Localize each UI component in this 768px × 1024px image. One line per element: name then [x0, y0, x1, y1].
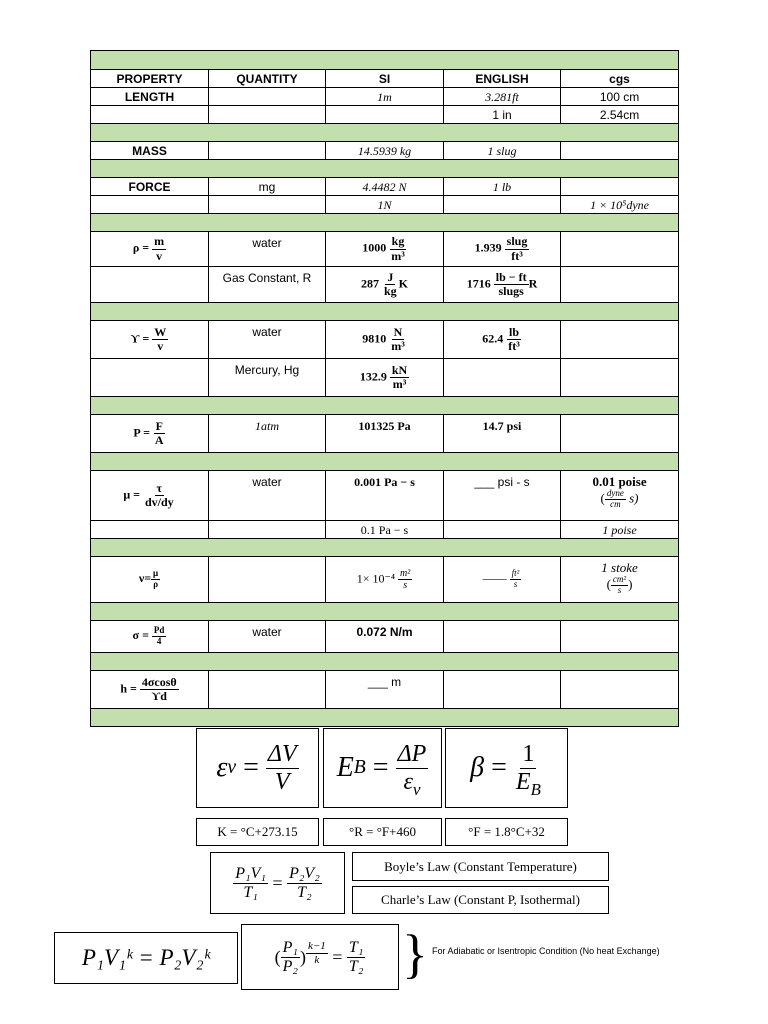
viscosity-english: ___ psi - s: [444, 471, 561, 521]
specific-weight-symbol: ϒ = $\frac{W}{v}$: [91, 321, 209, 359]
mass-row: [91, 142, 679, 160]
force-si-2: 1N: [326, 196, 444, 214]
mass-label: MASS: [91, 142, 209, 160]
length-row-2: [91, 106, 679, 124]
compressibility-formula: β = $\frac{1}{E_B}$: [445, 728, 568, 808]
viscosity-row-2: [91, 521, 679, 539]
force-label: FORCE: [91, 178, 209, 196]
bulk-modulus-formula: E B = $\frac{\Delta P}{\varepsilon_v}$: [323, 728, 442, 808]
mercury-si: 132.9 $\frac{kN}{\text{m³}}$: [326, 359, 444, 397]
length-si: 1m: [326, 88, 444, 106]
band-row: [91, 214, 679, 232]
header-si: SI: [326, 70, 444, 88]
specific-weight-quantity: water: [209, 321, 326, 359]
viscosity-symbol: μ = $\frac{\tau}{dv/dy}$: [91, 471, 209, 521]
pressure-symbol: P = $\frac{F}{A}$: [91, 415, 209, 453]
length-cgs: 100 cm: [561, 88, 679, 106]
band-row: [91, 603, 679, 621]
density-row: [91, 232, 679, 267]
pressure-quantity: 1atm: [209, 415, 326, 453]
header-cgs: cgs: [561, 70, 679, 88]
surface-tension-row: [91, 621, 679, 653]
density-english: 1.939 $\frac{\text{slug}}{\text{ft³}}$: [444, 232, 561, 267]
header-english: ENGLISH: [444, 70, 561, 88]
pressure-row: [91, 415, 679, 453]
mercury-row: [91, 359, 679, 397]
specific-weight-si: 9810 $\frac{N}{\text{m³}}$: [326, 321, 444, 359]
band-row: [91, 453, 679, 471]
specific-weight-english: 62.4 $\frac{lb}{\text{ft³}}$: [444, 321, 561, 359]
header-property: PROPERTY: [91, 70, 209, 88]
band-row: [91, 709, 679, 727]
length-english: 3.281ft: [444, 88, 561, 106]
density-quantity: water: [209, 232, 326, 267]
rankine-conversion: °R = °F+460: [323, 818, 442, 846]
density-si: 1000 $\frac{kg}{\text{m³}}$: [326, 232, 444, 267]
viscosity-cgs-2: 1 poise: [561, 521, 679, 539]
gas-constant-quantity: Gas Constant, R: [209, 267, 326, 303]
band-row: [91, 124, 679, 142]
gas-constant-si: 287 $\frac{J}{kg}$ K: [326, 267, 444, 303]
capillary-row: [91, 671, 679, 709]
surface-tension-quantity: water: [209, 621, 326, 653]
adiabatic-formula: P₁V₁ᵏ = P₂V₂ᵏ: [54, 932, 238, 984]
length-english-2: 1 in: [444, 106, 561, 124]
kinematic-row: [91, 557, 679, 603]
band-row: [91, 539, 679, 557]
force-si: 4.4482 N: [326, 178, 444, 196]
volumetric-strain-formula: ε v = $\frac{\Delta V}{V}$: [196, 728, 319, 808]
boyles-law-label: Boyle’s Law (Constant Temperature): [352, 852, 609, 881]
kelvin-conversion: K = °C+273.15: [196, 818, 319, 846]
capillary-si: ___ m: [326, 671, 444, 709]
gas-constant-english: 1716 $\frac{lb - ft}{\text{slugs}}$ R: [444, 267, 561, 303]
surface-tension-symbol: σ = $\frac{Pd}{4}$: [91, 621, 209, 653]
kinematic-si: 1× 10⁻⁴ $\frac{\text{m²}}{s}$: [326, 557, 444, 603]
properties-table: [90, 50, 679, 727]
viscosity-si-2: 0.1 Pa − s: [326, 521, 444, 539]
band-row: [91, 160, 679, 178]
band-row: [91, 397, 679, 415]
force-quantity: mg: [209, 178, 326, 196]
header-row: [91, 70, 679, 88]
length-quantity: [209, 88, 326, 106]
kinematic-symbol: ν= $\frac{\mu}{\rho}$: [91, 557, 209, 603]
viscosity-si: 0.001 Pa − s: [326, 471, 444, 521]
force-cgs-2: 1 × 10⁵dyne: [561, 196, 679, 214]
mass-si: 14.5939 kg: [326, 142, 444, 160]
header-quantity: QUANTITY: [209, 70, 326, 88]
capillary-symbol: h = $\frac{4\sigma\cos\theta}{ϒd}$: [91, 671, 209, 709]
band-row: [91, 51, 679, 70]
density-symbol: ρ = $\frac{m}{v}$: [91, 232, 209, 267]
force-row: [91, 178, 679, 196]
gas-constant-row: [91, 267, 679, 303]
force-row-2: [91, 196, 679, 214]
pressure-si: 101325 Pa: [326, 415, 444, 453]
mercury-quantity: Mercury, Hg: [209, 359, 326, 397]
viscosity-quantity: water: [209, 471, 326, 521]
length-row: [91, 88, 679, 106]
length-label: LENGTH: [91, 88, 209, 106]
length-cgs-2: 2.54cm: [561, 106, 679, 124]
brace-icon: }: [402, 924, 428, 984]
kinematic-cgs: 1 stoke ( $\frac{\text{cm²}}{s}$ ): [561, 557, 679, 603]
specific-weight-row: [91, 321, 679, 359]
band-row: [91, 303, 679, 321]
viscosity-cgs: 0.01 poise ( $\frac{\text{dyne}}{cm}$ s): [561, 471, 679, 521]
adiabatic-note: For Adiabatic or Isentropic Condition (No heat Exchange): [432, 946, 660, 956]
surface-tension-si: 0.072 N/m: [326, 621, 444, 653]
kinematic-english: —— $\frac{\text{ft²}}{s}$: [444, 557, 561, 603]
combined-gas-law: $\frac{\text{P₁V₁}}{\text{T₁}}$ = $\frac{\text{P₂V₂}}{\text{T₂}}$: [210, 852, 345, 914]
fahrenheit-conversion: °F = 1.8°C+32: [445, 818, 568, 846]
isentropic-formula: ( $\frac{\text{P₁}}{\text{P₂}}$ ) $\frac{k-1}{k}$ = $\frac{\text{T₁}}{\text{T₂}}$: [241, 924, 399, 990]
viscosity-row: [91, 471, 679, 521]
charles-law-label: Charle’s Law (Constant P, Isothermal): [352, 886, 609, 914]
pressure-english: 14.7 psi: [444, 415, 561, 453]
force-english: 1 lb: [444, 178, 561, 196]
mass-english: 1 slug: [444, 142, 561, 160]
band-row: [91, 653, 679, 671]
